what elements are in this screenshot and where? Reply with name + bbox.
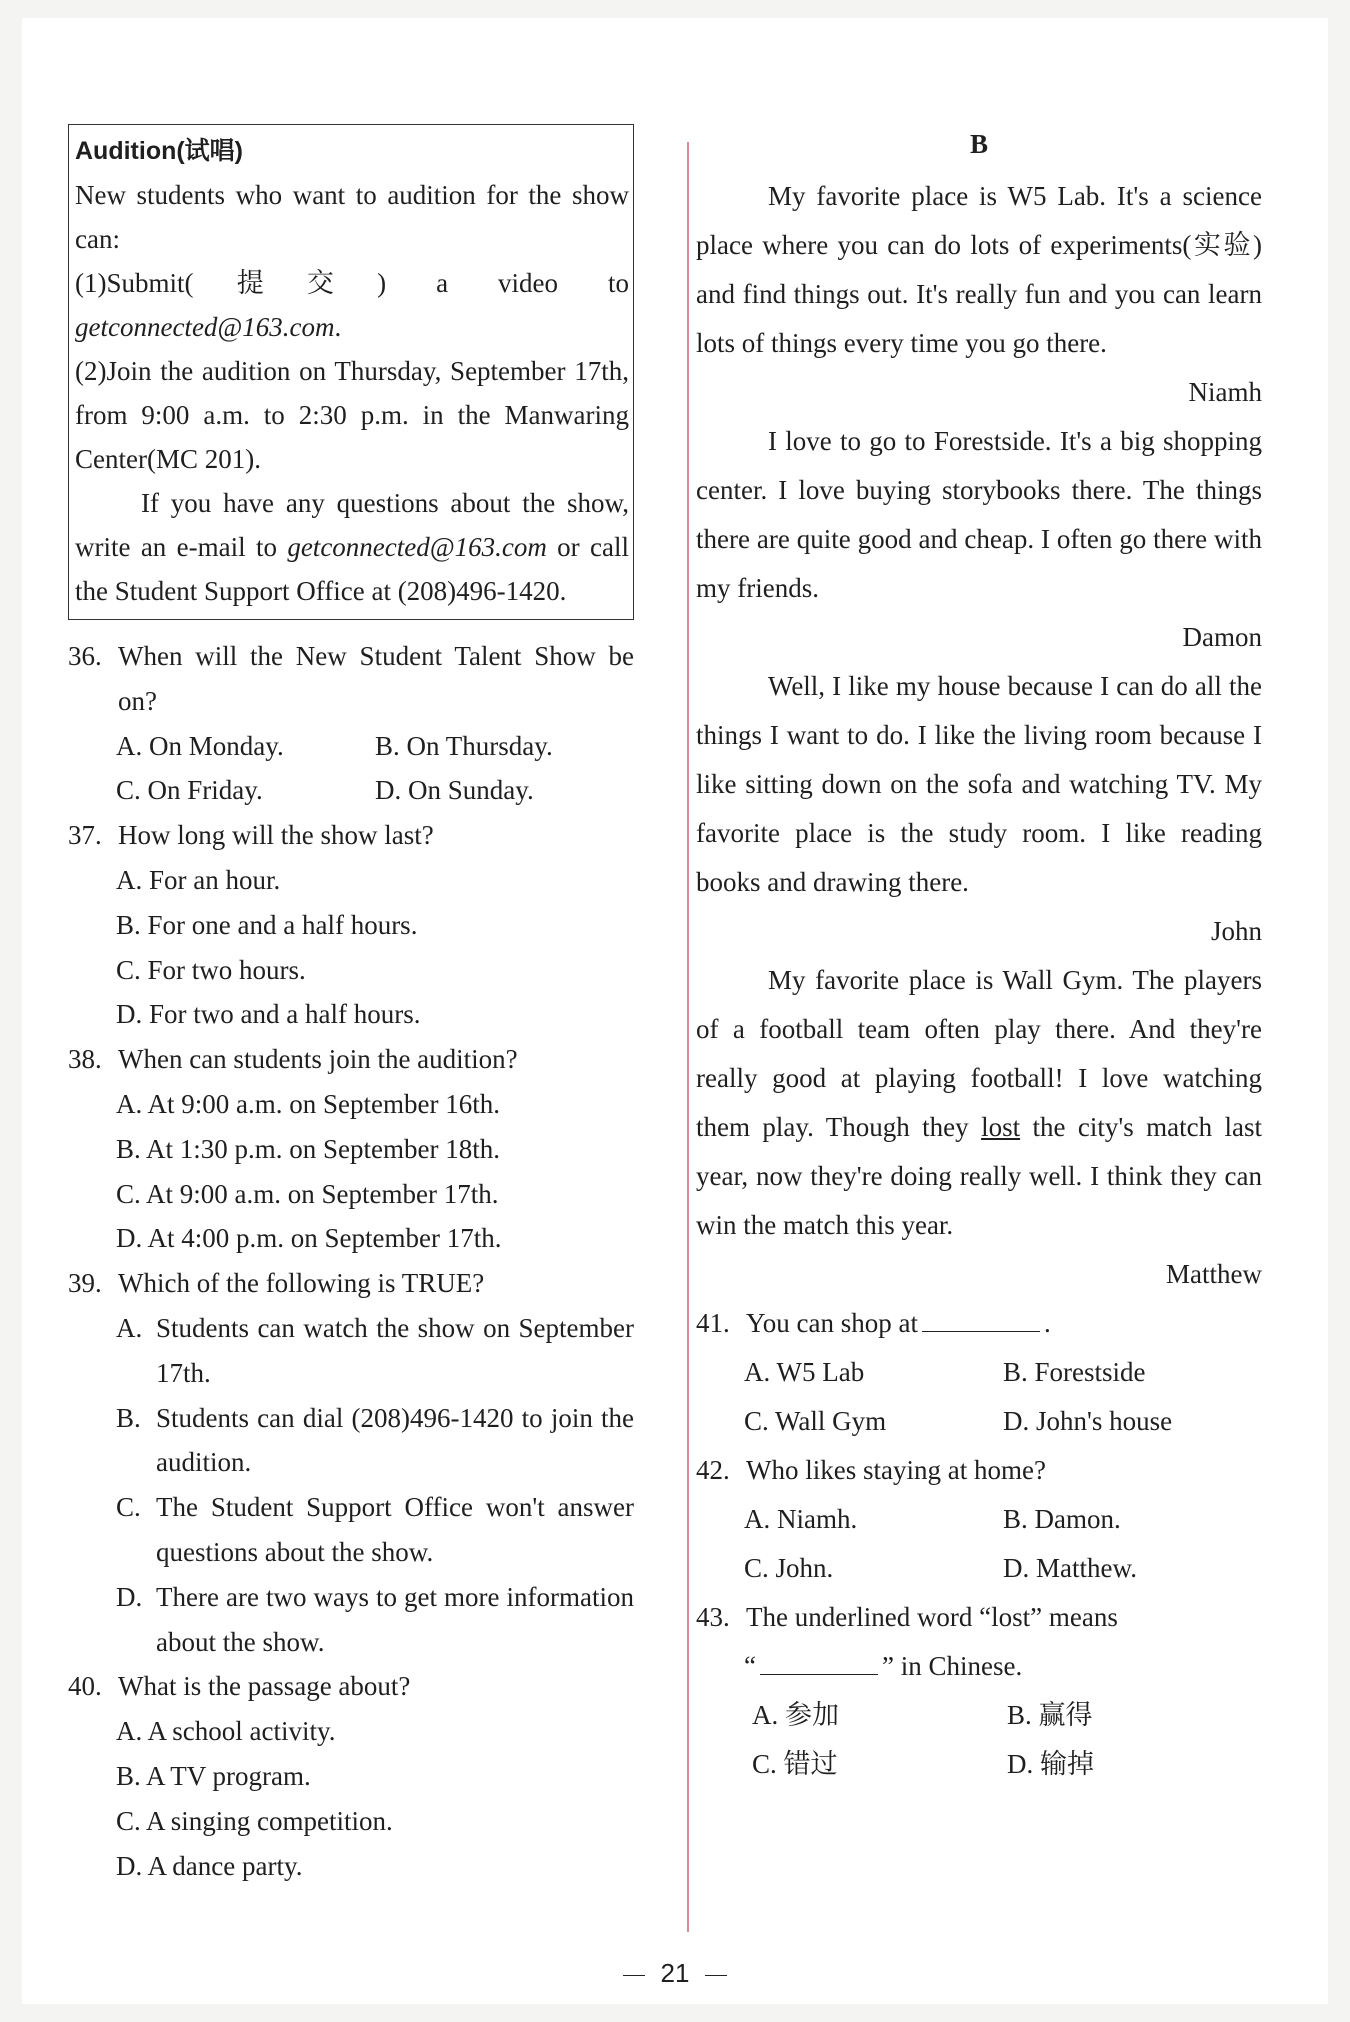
question-stem: Which of the following is TRUE? [118, 1268, 485, 1299]
option-b[interactable]: B. For one and a half hours. [116, 909, 418, 940]
option-c[interactable]: C. 错过 [752, 1749, 838, 1779]
option-d[interactable]: D. At 4:00 p.m. on September 17th. [116, 1223, 502, 1254]
question-36 [68, 634, 634, 813]
notice-item-2: (2)Join the audition on Thursday, September 17th, from 9:00 a.m. to 2:30 p.m. in the Manwaring Center(MC 201). [75, 356, 629, 474]
question-number: 37. [68, 820, 102, 851]
question-number: 38. [68, 1044, 102, 1075]
question-38 [68, 1037, 634, 1261]
option-b[interactable]: B. On Thursday. [375, 730, 553, 761]
author-damon: Damon [1182, 622, 1262, 652]
option-d[interactable]: D. On Sunday. [375, 775, 534, 806]
option-b[interactable]: B. A TV program. [116, 1760, 311, 1791]
question-number: 42. [696, 1455, 730, 1485]
option-d[interactable]: D. John's house [1003, 1406, 1173, 1436]
option-c[interactable]: C. On Friday. [116, 775, 263, 806]
question-number: 41. [696, 1308, 730, 1338]
question-stem: Who likes staying at home? [746, 1455, 1046, 1485]
option-c[interactable]: C. The Student Support Office won't answer questions about the show. [116, 1492, 634, 1567]
question-stem-continued: “ ” in Chinese. [744, 1651, 1023, 1681]
option-b[interactable]: B. Forestside [1003, 1357, 1146, 1387]
option-a[interactable]: A. A school activity. [116, 1716, 336, 1747]
question-42 [696, 1446, 1262, 1593]
option-b[interactable]: B. At 1:30 p.m. on September 18th. [116, 1133, 500, 1164]
option-c[interactable]: C. Wall Gym [744, 1406, 887, 1436]
audition-notice-box [68, 124, 634, 620]
option-c[interactable]: C. A singing competition. [116, 1805, 393, 1836]
right-column [696, 124, 1262, 1789]
option-a[interactable]: A. 参加 [752, 1700, 839, 1730]
underlined-word: lost [981, 1112, 1021, 1142]
option-d[interactable]: D. Matthew. [1003, 1553, 1137, 1583]
option-d[interactable]: D. For two and a half hours. [116, 999, 421, 1030]
question-stem: How long will the show last? [118, 820, 434, 851]
option-b[interactable]: B. 赢得 [1007, 1700, 1093, 1730]
notice-email: getconnected@163.com [75, 312, 335, 342]
question-43 [696, 1593, 1262, 1789]
question-stem: When will the New Student Talent Show be on? [118, 641, 634, 716]
answer-blank[interactable] [922, 1309, 1040, 1332]
notice-title: Audition(试唱) [75, 137, 244, 165]
option-c[interactable]: C. John. [744, 1553, 834, 1583]
option-a[interactable]: A. On Monday. [116, 730, 284, 761]
option-a[interactable]: A. For an hour. [116, 864, 281, 895]
question-37 [68, 813, 634, 1037]
question-stem: You can shop at . [746, 1308, 1051, 1338]
passage-paragraph-4: My favorite place is Wall Gym. The players of a football team often play there. And they're really good at playing football! I love watching them play. Though they lost the city's match last year, now they're doing really well. I think they can win the match this year. [696, 965, 1262, 1240]
option-d[interactable]: D. 输掉 [1007, 1749, 1094, 1779]
question-stem: The underlined word “lost” means [746, 1602, 1118, 1632]
question-41 [696, 1299, 1262, 1446]
notice-intro: New students who want to audition for the show can: [75, 180, 629, 254]
option-a[interactable]: A. W5 Lab [744, 1357, 865, 1387]
option-b[interactable]: B. Students can dial (208)496-1420 to join the audition. [116, 1402, 634, 1478]
option-a[interactable]: A. Students can watch the show on September 17th. [116, 1312, 634, 1388]
dash-left [623, 1975, 645, 1976]
page-number: 21 [660, 1958, 690, 1988]
section-b-title: B [969, 129, 988, 159]
notice-contact-email: getconnected@163.com [287, 532, 547, 562]
option-a[interactable]: A. Niamh. [744, 1504, 858, 1534]
option-a[interactable]: A. At 9:00 a.m. on September 16th. [116, 1088, 500, 1119]
author-matthew: Matthew [1166, 1259, 1262, 1289]
passage-paragraph-2: I love to go to Forestside. It's a big shopping center. I love buying storybooks there. The things there are quite good and cheap. I often go there with my friends. [696, 426, 1262, 603]
option-d[interactable]: D. A dance party. [116, 1850, 303, 1881]
passage-paragraph-3: Well, I like my house because I can do all the things I want to do. I like the living room because I like sitting down on the sofa and watching TV. My favorite place is the study room. I like reading books and drawing there. [696, 671, 1262, 897]
answer-blank[interactable] [760, 1652, 878, 1675]
question-39 [68, 1261, 634, 1664]
left-column [68, 124, 634, 1888]
passage-paragraph-1: My favorite place is W5 Lab. It's a science place where you can do lots of experiments(实验) and find things out. It's really fun and you can learn lots of things every time you go there. [696, 181, 1262, 358]
notice-contact: If you have any questions about the show, write an e-mail to getconnected@163.com or call the Student Support Office at (208)496-1420. [75, 488, 629, 606]
question-number: 36. [68, 641, 102, 671]
option-d[interactable]: D. There are two ways to get more information about the show. [116, 1581, 634, 1657]
author-niamh: Niamh [1188, 377, 1262, 407]
question-number: 39. [68, 1268, 102, 1299]
option-c[interactable]: C. At 9:00 a.m. on September 17th. [116, 1178, 499, 1209]
column-divider [687, 142, 689, 1932]
option-c[interactable]: C. For two hours. [116, 954, 306, 985]
notice-item-1: (1)Submit(提交) a video to getconnected@163.com. [75, 268, 629, 342]
question-stem: When can students join the audition? [118, 1044, 518, 1075]
question-number: 43. [696, 1602, 730, 1632]
page-footer [0, 1958, 1350, 1989]
author-john: John [1210, 916, 1262, 946]
dash-right [705, 1975, 727, 1976]
question-stem: What is the passage about? [118, 1671, 411, 1702]
question-40 [68, 1664, 634, 1888]
option-b[interactable]: B. Damon. [1003, 1504, 1121, 1534]
question-number: 40. [68, 1671, 102, 1702]
